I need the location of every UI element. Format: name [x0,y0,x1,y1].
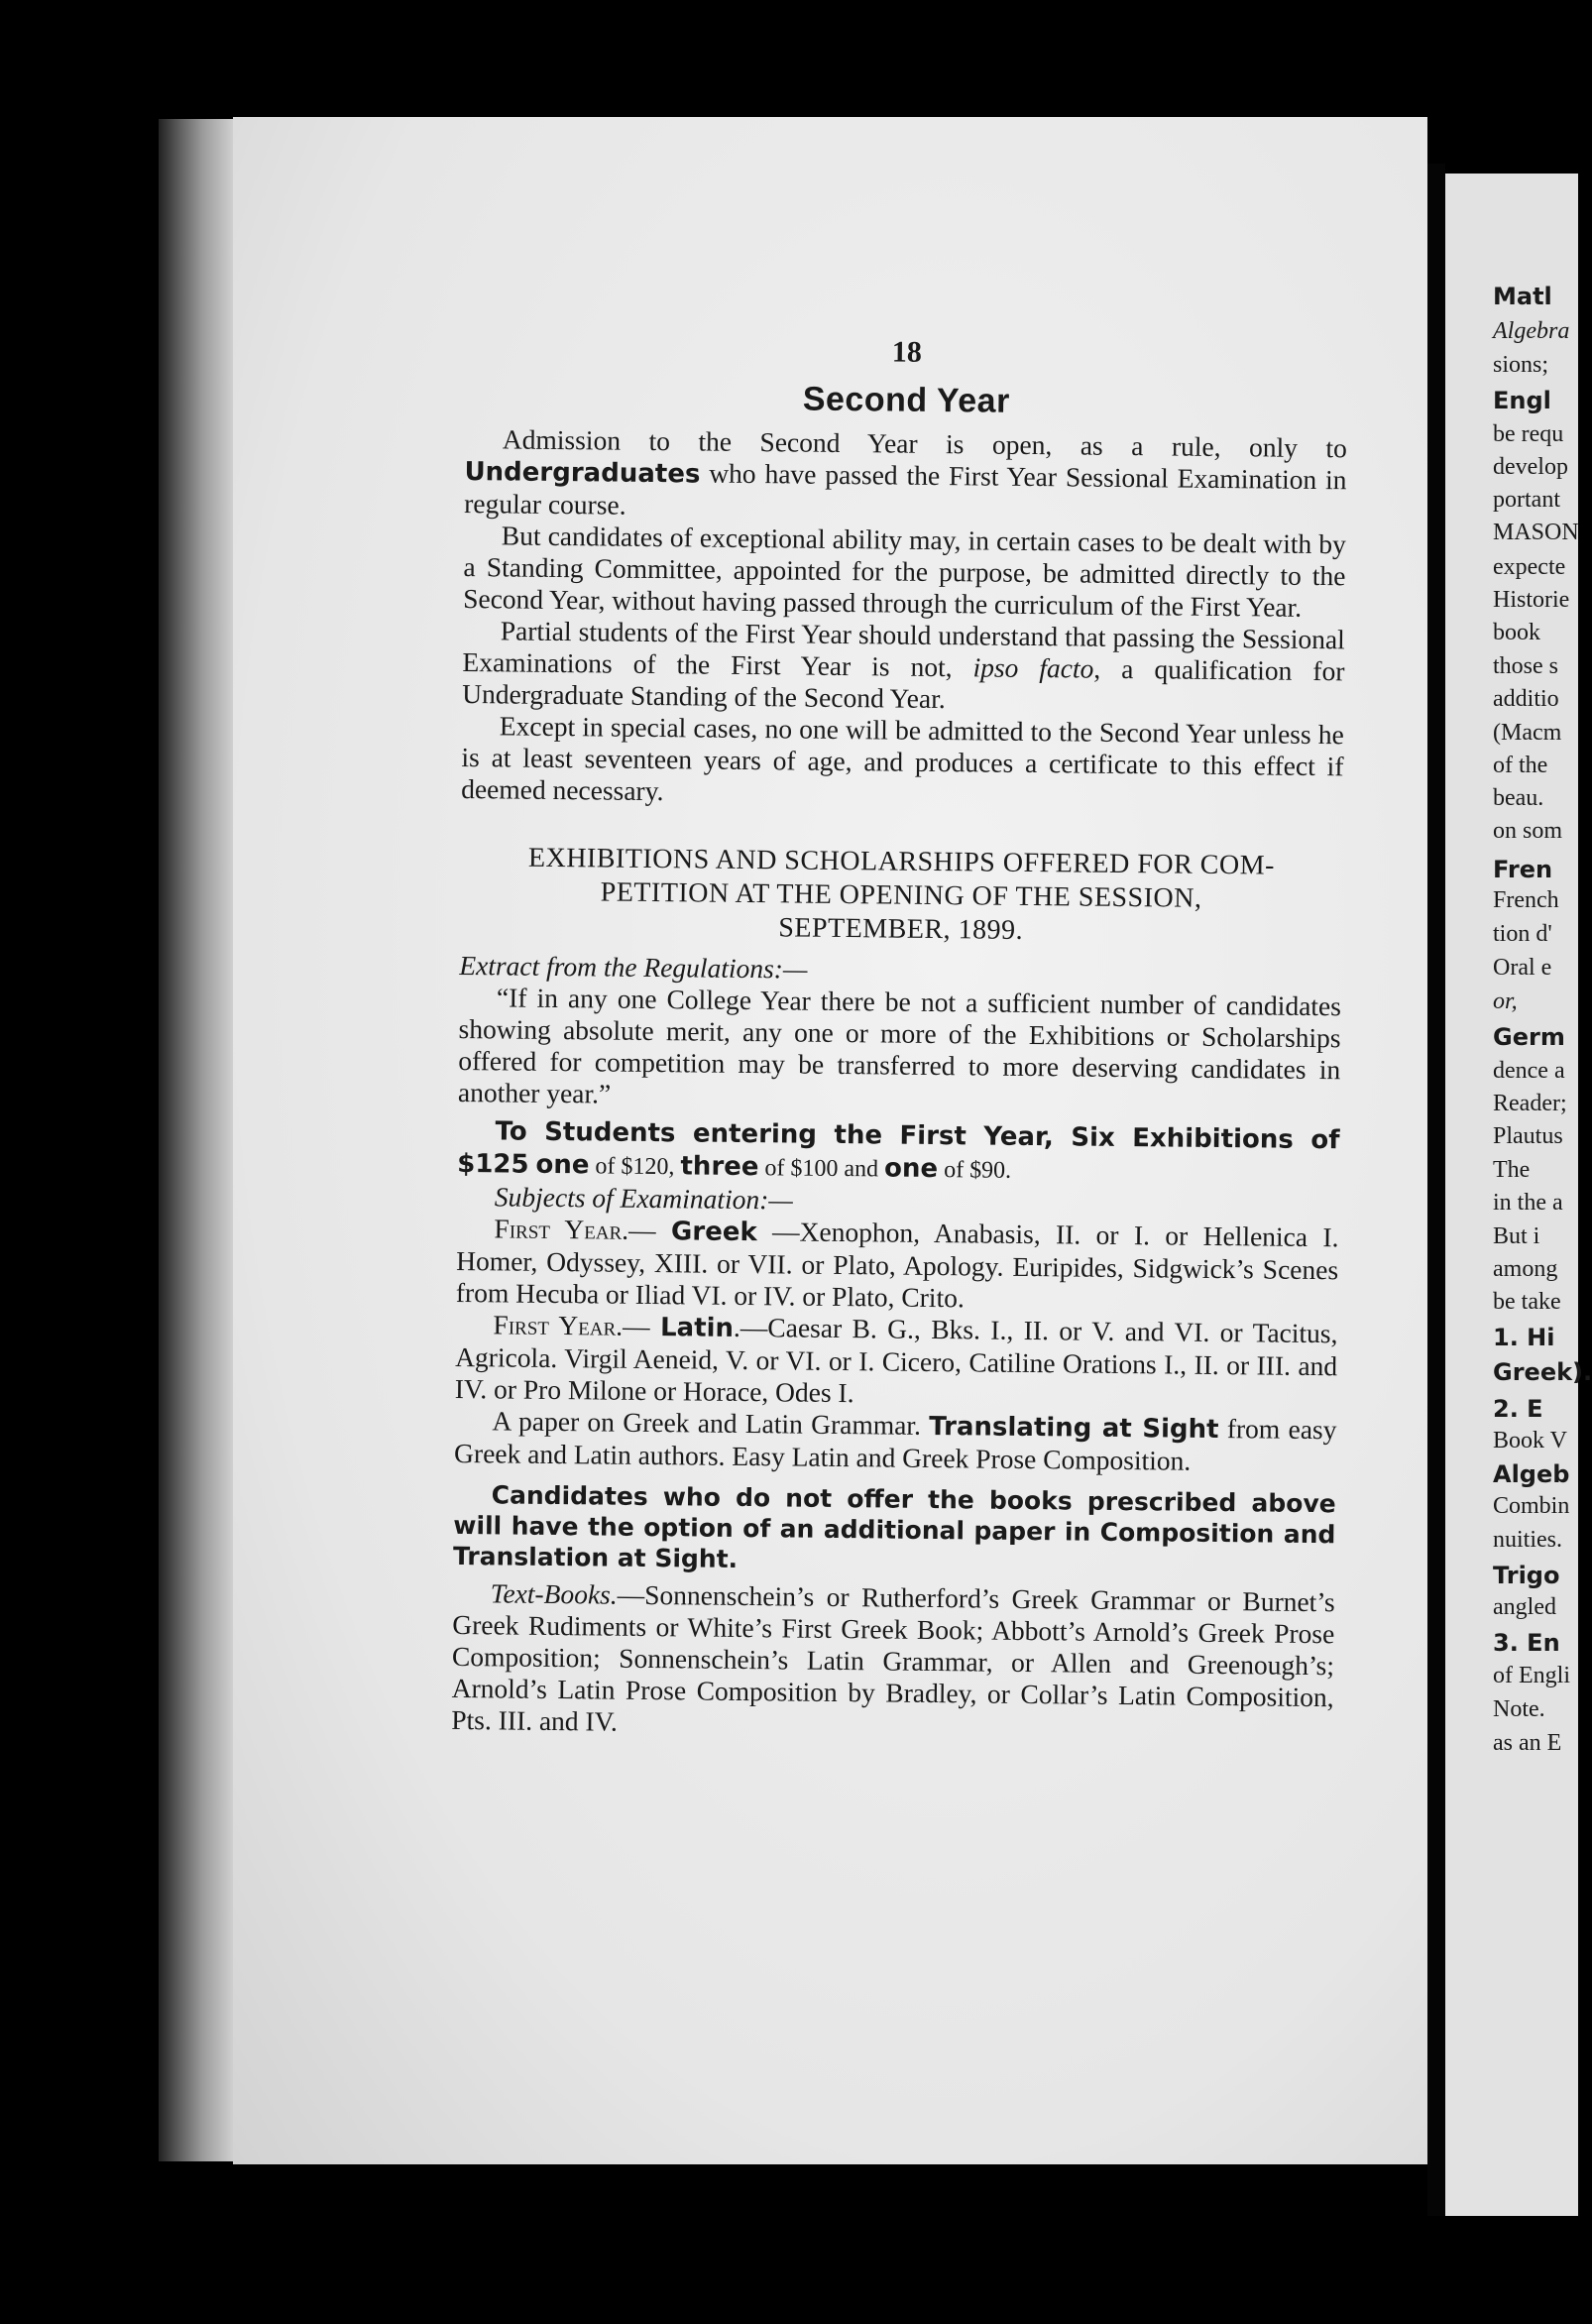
page-content [451,332,1348,1745]
page-number: 18 [891,335,922,369]
adjacent-page-text: sions; [1493,352,1549,378]
admission-paragraph-3: Partial students of the First Year should understand that passing the Sessional Examinations of the First Year is not, ipso facto, a qualification for Undergraduate Standing of the Second Year. [462,615,1345,715]
regulations-quote: “If in any one College Year there be not a sufficient number of candidates showing absolute merit, any one or more of the Exhibitions or Scholarships offered for competition may be transferred to more deserving candidates in another year.” [457,982,1342,1109]
adjacent-page-text: Historie [1493,587,1570,613]
adjacent-page-text: dence a [1493,1058,1565,1084]
adjacent-page-text: of the [1493,753,1548,778]
adjacent-page-text: MASON [1493,520,1579,545]
adjacent-page-text: book [1493,620,1540,645]
adjacent-page-text: Greek). [1493,1358,1592,1386]
adjacent-page-text: Note. [1493,1696,1545,1722]
adjacent-page-text: those s [1493,653,1558,679]
adjacent-page-text: expecte [1493,554,1566,580]
grammar-paper: A paper on Greek and Latin Grammar. Translating at Sight from easy Greek and Latin authors. Easy Latin and Greek Prose Composition. [453,1405,1337,1476]
adjacent-page-text: Reader; [1493,1091,1567,1116]
text-books: Text-Books.—Sonnenschein’s or Rutherford’s Greek Grammar or Burnet’s Greek Rudiments or White’s First Greek Book; Abbott’s Arnold’s Greek Prose Composition; Sonnenschein’s Latin Grammar, or Allen and Greenough’s; Arnold’s Latin Prose Composition by Bradley, or Collar’s Latin Composition, Pts. III. and IV. [451,1577,1335,1737]
adjacent-page-text: in the a [1493,1190,1563,1216]
adjacent-page-text: additio [1493,686,1559,712]
adjacent-page-text: angled [1493,1594,1556,1620]
adjacent-page-text: beau. [1493,785,1544,811]
first-year-offer: To Students entering the First Year, Six Exhibitions of $125 one of $120, three of $100 and one of $90. [457,1116,1340,1185]
adjacent-page-text: Book V [1493,1428,1567,1453]
adjacent-page-text: The [1493,1157,1531,1183]
adjacent-page-text: nuities. [1493,1527,1562,1553]
adjacent-page-text: Algeb [1493,1460,1570,1488]
adjacent-page-text: as an E [1493,1730,1562,1756]
adjacent-page-text: Plautus [1493,1123,1563,1149]
extract-label: Extract from the Regulations:— [459,949,808,985]
adjacent-page-text: Combin [1493,1493,1570,1519]
admission-paragraph-2: But candidates of exceptional ability may, in certain cases to be dealt with by a Standing Committee, appointed for the purpose, be admitted directly to the Second Year, without having passed through the curriculum of the First Year. [463,520,1346,623]
adjacent-page-text: portant [1493,487,1560,513]
adjacent-page-text: among [1493,1256,1558,1282]
adjacent-page-text: be requ [1493,421,1564,447]
adjacent-page-text: Germ [1493,1023,1565,1051]
adjacent-page-fragment [1445,174,1592,2216]
adjacent-page-text: But i [1493,1223,1540,1249]
adjacent-page-text: Algebra [1493,318,1570,344]
book-edge [159,119,238,2161]
admission-paragraph-4: Except in special cases, no one will be admitted to the Second Year unless he is at least seventeen years of age, and produces a certificate to this effect if deemed necessary. [461,710,1344,807]
greek-subjects: First Year.— Greek —Xenophon, Anabasis, II. or I. or Hellenica I. Homer, Odyssey, XIII. or VII. or Plato, Apology. Euripides, Sidgwick’s Scenes from Hecuba or Iliad VI. or IV. or Plato, Crito. [455,1213,1339,1314]
adjacent-page-text: on som [1493,818,1563,844]
subjects-label: Subjects of Examination:— [494,1181,793,1216]
adjacent-page-text: (Macm [1493,720,1562,746]
adjacent-page-text: Matl [1493,283,1552,310]
adjacent-page-text: 2. E [1493,1395,1543,1423]
adjacent-page-text: develop [1493,454,1568,480]
adjacent-page-text: be take [1493,1289,1561,1315]
adjacent-page-text: of Engli [1493,1663,1570,1688]
exhibitions-heading: EXHIBITIONS AND SCHOLARSHIPS OFFERED FOR COM- PETITION AT THE OPENING OF THE SESSION, SEPTEMBER, 1899. [527,842,1276,946]
adjacent-page-text: 1. Hi [1493,1324,1555,1351]
scan-border [233,2164,1427,2324]
page-gutter [1427,164,1445,2216]
adjacent-page-text: Trigo [1493,1562,1560,1589]
admission-paragraph-1: Admission to the Second Year is open, as a rule, only to Undergraduates who have passed the First Year Sessional Examination in regular course. [464,423,1347,521]
adjacent-page-text: Fren [1493,856,1553,883]
option-note: Candidates who do not offer the books prescribed above will have the option of an additional paper in Composition and Translation at Sight. [452,1480,1336,1573]
adjacent-page-text: tion d' [1493,921,1552,947]
adjacent-page-text: Engl [1493,387,1551,414]
adjacent-page-text: 3. En [1493,1629,1560,1657]
section-title: Second Year [802,380,1010,420]
adjacent-page-text: French [1493,887,1559,913]
latin-subjects: First Year.— Latin.—Caesar B. G., Bks. I., II. or V. and VI. or Tacitus, Agricola. Virgil Aeneid, V. or VI. or I. Cicero, Catiline Orations I., II. or III. and IV. or Pro Milone or Horace, Odes I. [454,1309,1338,1409]
adjacent-page-text: Oral e [1493,955,1552,981]
adjacent-page-text: or, [1493,988,1518,1014]
